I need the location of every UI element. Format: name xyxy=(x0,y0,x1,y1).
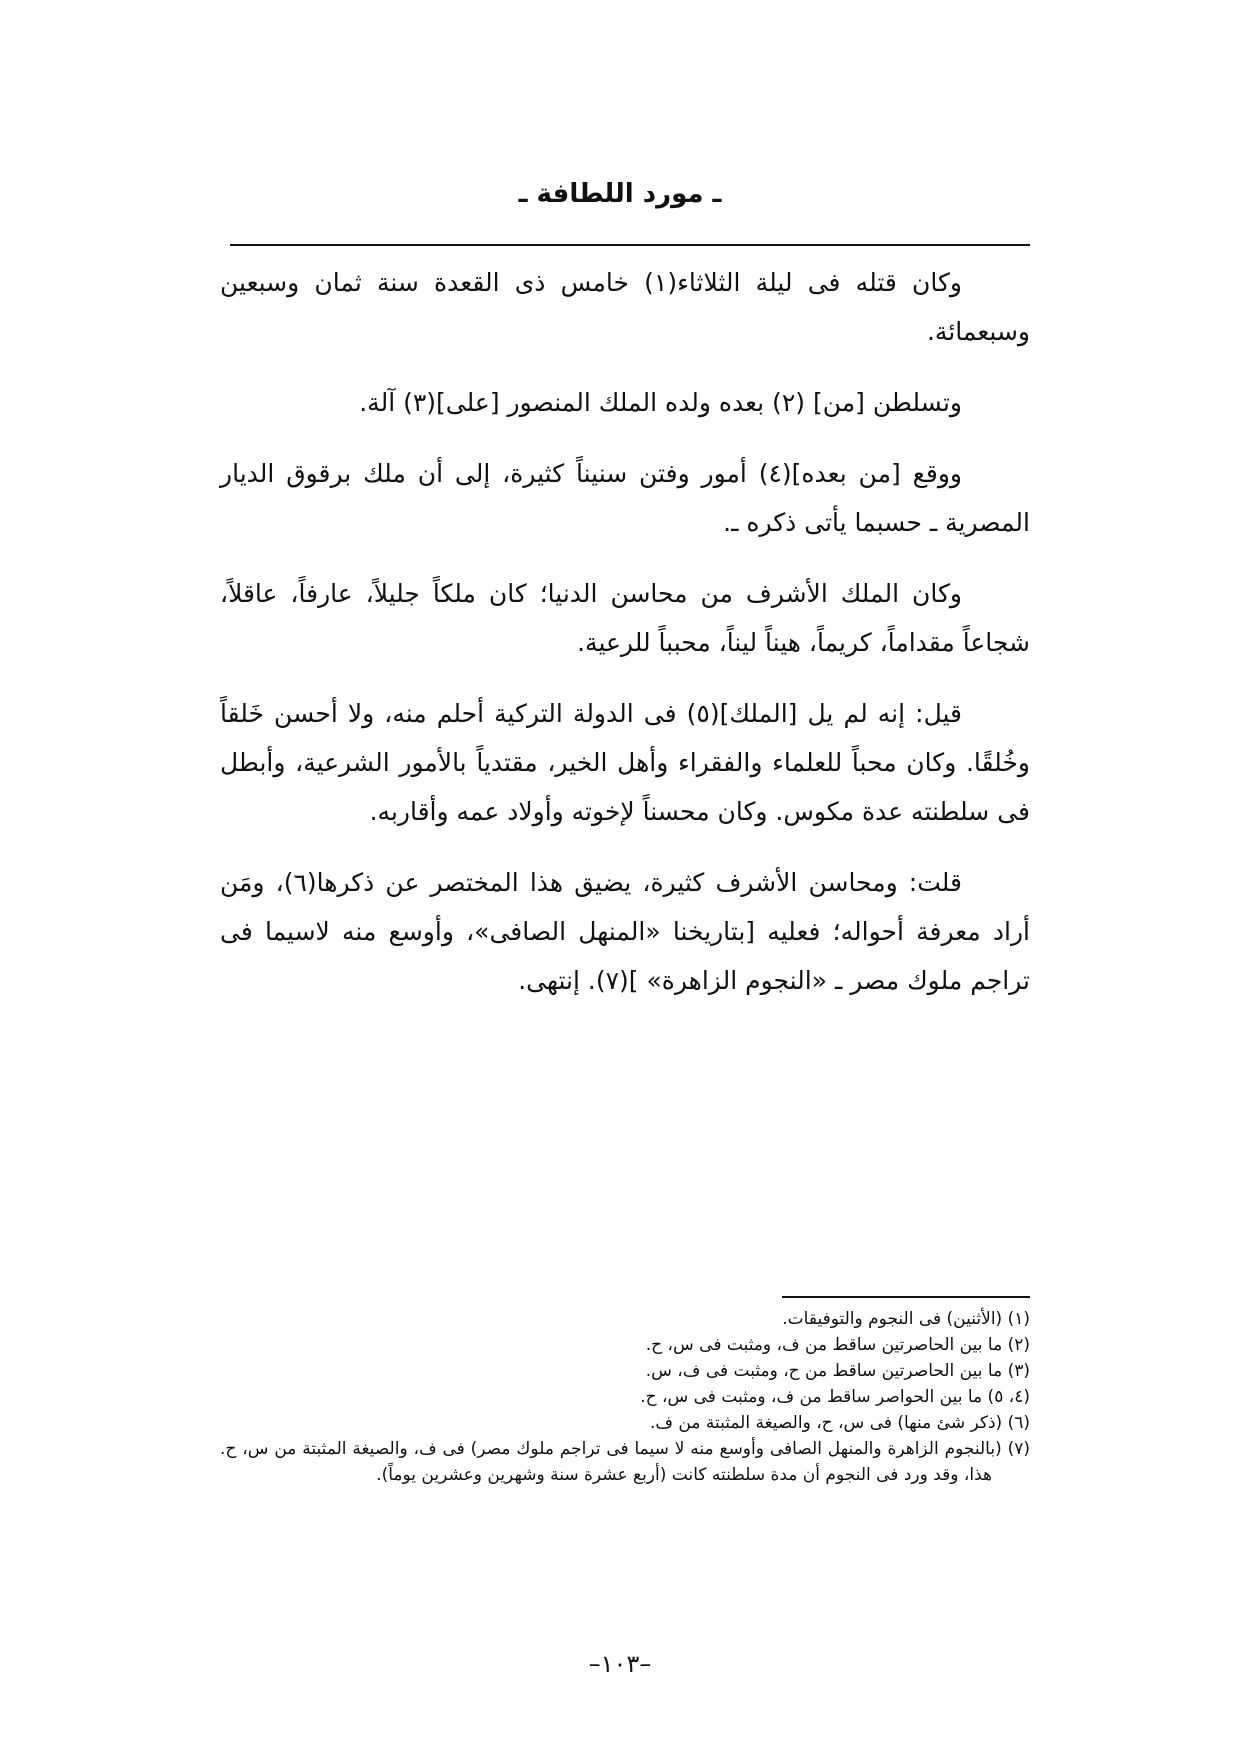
footnote: (٣) ما بين الحاصرتين ساقط من ح، ومثبت فى ف، س. xyxy=(645,1361,1030,1381)
footnote: (٧) (بالنجوم الزاهرة والمنهل الصافى وأوسع منه لا سيما فى تراجم ملوك مصر) فى ف، والصيغة المثبتة من س، ح. هذا، وقد ورد فى النجوم أن مدة سلطنته كانت (أربع عشرة سنة وشهرين وعشرين يوماً). xyxy=(220,1439,1030,1485)
running-header-title: ـ مورد اللطافة ـ xyxy=(518,179,722,209)
header-divider xyxy=(230,244,1030,246)
paragraph: قيل: إنه لم يل [الملك](٥) فى الدولة التركية أحلم منه، ولا أحسن خَلقاً وخُلقًا. وكان محباً للعلماء والفقراء وأهل الخير، مقتدياً بالأمور الشرعية، وأبطل فى سلطنته عدة مكوس. وكان محسناً لإخوته وأولاد عمه وأقاربه. xyxy=(220,699,1030,826)
paragraph: وتسلطن [من] (٢) بعده ولده الملك المنصور [على](٣) آلة. xyxy=(359,388,962,417)
footnote: (١) (الأثنين) فى النجوم والتوفيقات. xyxy=(782,1309,1030,1329)
footnote: (٤، ٥) ما بين الحواصر ساقط من ف، ومثبت فى س، ح. xyxy=(640,1387,1030,1407)
paragraph: وكان قتله فى ليلة الثلاثاء(١) خامس ذى القعدة سنة ثمان وسبعين وسبعمائة. xyxy=(220,268,1030,346)
footnotes xyxy=(220,1306,1030,1488)
page-number: –١٠٣– xyxy=(588,1650,652,1678)
footnote: (٦) (ذكر شئ منها) فى س، ح، والصيغة المثبتة من ف. xyxy=(649,1413,1030,1433)
paragraph: قلت: ومحاسن الأشرف كثيرة، يضيق هذا المختصر عن ذكرها(٦)، ومَن أراد معرفة أحواله؛ فعليه [بتاريخنا «المنهل الصافى»، وأوسع منه لاسيما فى تراجم ملوك مصر ـ «النجوم الزاهرة» ](٧). إنتهى. xyxy=(220,868,1030,995)
footnote: (٢) ما بين الحاصرتين ساقط من ف، ومثبت فى س، ح. xyxy=(645,1335,1030,1355)
footnote-divider xyxy=(782,1296,1030,1298)
paragraph: ووقع [من بعده](٤) أمور وفتن سنيناً كثيرة، إلى أن ملك برقوق الديار المصرية ـ حسبما يأتى ذكره ـ. xyxy=(220,459,1030,537)
main-text xyxy=(220,258,1030,1027)
paragraph: وكان الملك الأشرف من محاسن الدنيا؛ كان ملكاً جليلاً، عارفاً، عاقلاً، شجاعاً مقداماً، كريماً، هيناً ليناً، محبباً للرعية. xyxy=(220,579,1030,657)
